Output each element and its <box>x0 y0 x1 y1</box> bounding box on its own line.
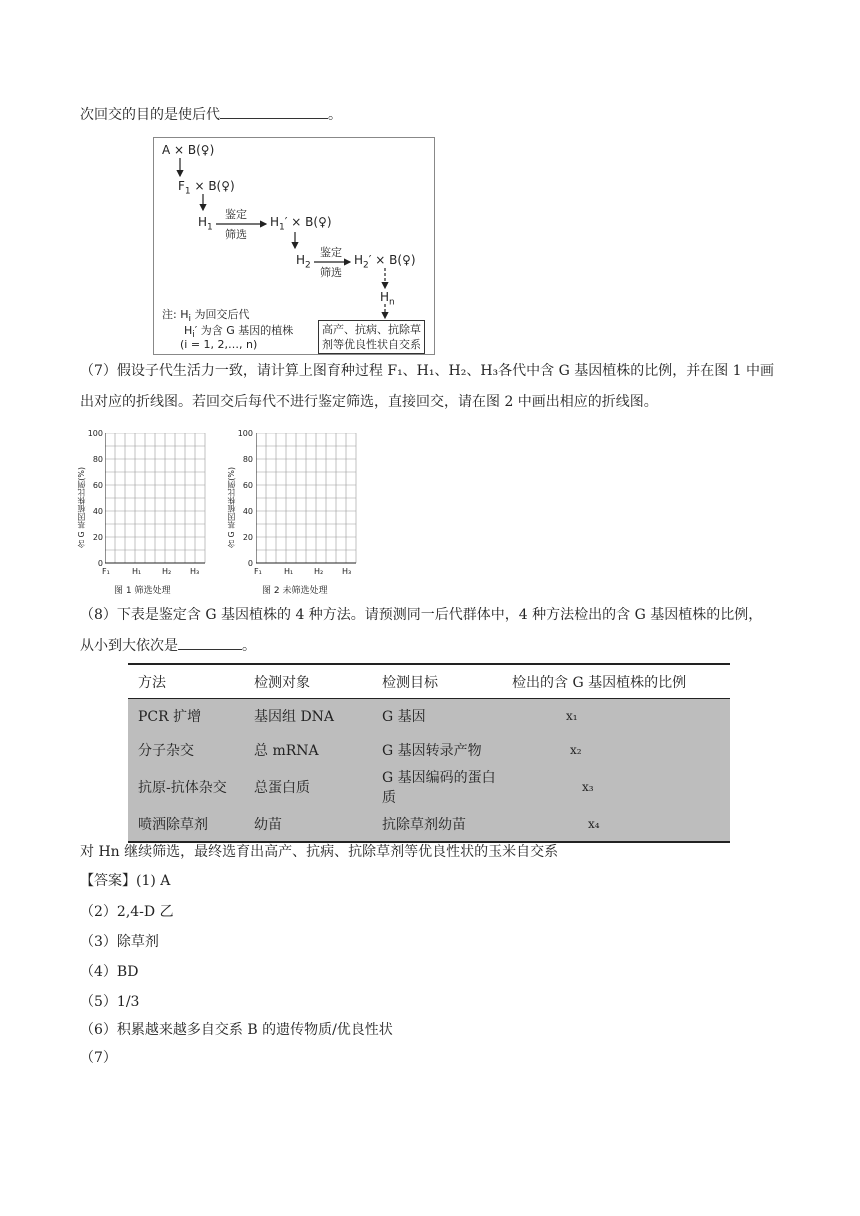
table-cell: x₃ <box>502 767 730 807</box>
chart-2-ytick: 40 <box>242 507 253 516</box>
table-cell: 抗原-抗体杂交 <box>128 767 244 807</box>
note-line-3: (i = 1, 2,…, n) <box>180 338 258 351</box>
chart-2 <box>226 428 366 598</box>
q7-line-1: （7）假设子代生活力一致，请计算上图育种过程 F₁、H₁、H₂、H₃各代中含 G 基因植株的比例，并在图 1 中画 <box>80 363 775 379</box>
table-cell: 总 mRNA <box>244 733 372 767</box>
chart-1-ytick: 20 <box>92 533 103 542</box>
note-line-2: $H_i'$ 为含 G 基因的植株 <box>184 324 294 341</box>
result-box-line-2: 剂等优良性状自交系 <box>322 338 421 351</box>
table-cell: 喷洒除草剂 <box>128 807 244 842</box>
note-line-1: 注: $H_i$ 为回交后代 <box>162 308 250 325</box>
chart-2-xtick: F₁ <box>254 567 262 576</box>
chart-1-grid <box>105 433 209 565</box>
h1-label: $H_1$ <box>198 215 213 233</box>
table-row <box>128 807 730 842</box>
result-box-line-1: 高产、抗病、抗除草 <box>322 323 421 336</box>
arrow1-top-label: 鉴定 <box>225 208 247 221</box>
table-header: 检出的含 G 基因植株的比例 <box>502 664 730 699</box>
chart-1-ytick: 40 <box>92 507 103 516</box>
table-cell: x₂ <box>502 733 730 767</box>
chart-2-xtick: H₁ <box>284 567 294 576</box>
chart-1-xtick: H₁ <box>132 567 142 576</box>
table-header: 检测目标 <box>372 664 502 699</box>
table-cell: 分子杂交 <box>128 733 244 767</box>
chart-1-ylabel: 含 G 基因植株比例(%) <box>77 466 86 548</box>
chart-2-ytick: 60 <box>242 481 253 490</box>
chart-2-ytick: 20 <box>242 533 253 542</box>
arrow1-bottom-label: 筛选 <box>225 228 247 241</box>
chart-1-ytick: 100 <box>87 429 103 438</box>
q7-line-2: 出对应的折线图。若回交后每代不进行鉴定筛选，直接回交，请在图 2 中画出相应的折线图。 <box>80 394 658 410</box>
chart-1 <box>78 428 208 598</box>
q8-line-1: （8）下表是鉴定含 G 基因植株的 4 种方法。请预测同一后代群体中，4 种方法检出的含 G 基因植株的比例， <box>80 607 763 623</box>
table-cell: 抗除草剂幼苗 <box>372 807 502 842</box>
breeding-diagram <box>153 137 435 355</box>
chart-2-xtick: H₂ <box>314 567 324 576</box>
answer-line: （7） <box>80 1050 117 1066</box>
h2-prime-cross: $H_2'$ × B(♀) <box>354 253 416 271</box>
f1-cross: $F_1$ × B(♀) <box>178 179 235 197</box>
chart-1-xtick: H₂ <box>162 567 172 576</box>
chart-2-ylabel: 含 G 基因植株比例(%) <box>227 466 236 548</box>
table-cell: 总蛋白质 <box>244 767 372 807</box>
methods-table <box>128 663 730 843</box>
table-header-row <box>128 664 730 699</box>
table-cell: x₄ <box>502 807 730 842</box>
h2-label: $H_2$ <box>296 253 311 271</box>
chart-1-ytick: 80 <box>92 455 103 464</box>
answer-line: （2）2,4-D 乙 <box>80 904 174 920</box>
q8-line-2-end: 。 <box>242 638 256 654</box>
chart-2-caption: 图 2 未筛选处理 <box>262 586 328 596</box>
chart-1-xtick: F₁ <box>102 567 110 576</box>
answer-line: （6）积累越来越多自交系 B 的遗传物质/优良性状 <box>80 1022 393 1038</box>
hn-label: $H_n$ <box>380 290 395 308</box>
chart-2-xtick: H₃ <box>342 567 352 576</box>
table-header: 检测对象 <box>244 664 372 699</box>
answer-line: （5）1/3 <box>80 994 140 1010</box>
table-cell: 基因组 DNA <box>244 699 372 734</box>
table-cell: 幼苗 <box>244 807 372 842</box>
table-cell: G 基因 <box>372 699 502 734</box>
chart-2-ytick: 100 <box>237 429 253 438</box>
h1-prime-cross: $H_1'$ × B(♀) <box>270 215 332 233</box>
answer-line: 【答案】(1) A <box>80 873 171 889</box>
chart-1-ytick: 60 <box>92 481 103 490</box>
table-row <box>128 767 730 807</box>
chart-2-grid <box>256 433 360 565</box>
answer-line: （3）除草剂 <box>80 934 159 950</box>
q8-line-2 <box>80 635 256 655</box>
arrow2-top-label: 鉴定 <box>320 246 342 259</box>
cross-a-b: A × B(♀) <box>162 143 215 157</box>
chart-1-caption: 图 1 筛选处理 <box>114 586 171 596</box>
intro-line <box>80 104 342 124</box>
q8-line-2-text: 从小到大依次是 <box>80 638 178 654</box>
answer-blank <box>220 104 328 119</box>
table-header: 方法 <box>128 664 244 699</box>
table-row <box>128 733 730 767</box>
table-cell: G 基因编码的蛋白质 <box>372 767 502 807</box>
chart-2-ytick: 0 <box>247 559 253 568</box>
result-box <box>318 320 425 354</box>
table-cell: x₁ <box>502 699 730 734</box>
chart-2-ytick: 80 <box>242 455 253 464</box>
chart-1-ytick: 0 <box>97 559 103 568</box>
chart-1-xtick: H₃ <box>190 567 200 576</box>
intro-text: 次回交的目的是使后代 <box>80 107 220 123</box>
answer-line: （4）BD <box>80 964 139 980</box>
table-cell: PCR 扩增 <box>128 699 244 734</box>
table-cell: G 基因转录产物 <box>372 733 502 767</box>
table-row <box>128 699 730 734</box>
arrow2-bottom-label: 筛选 <box>320 266 342 279</box>
intro-end: 。 <box>328 107 342 123</box>
answer-blank <box>178 635 242 650</box>
after-table-text: 对 Hn 继续筛选，最终选育出高产、抗病、抗除草剂等优良性状的玉米自交系 <box>80 844 559 860</box>
